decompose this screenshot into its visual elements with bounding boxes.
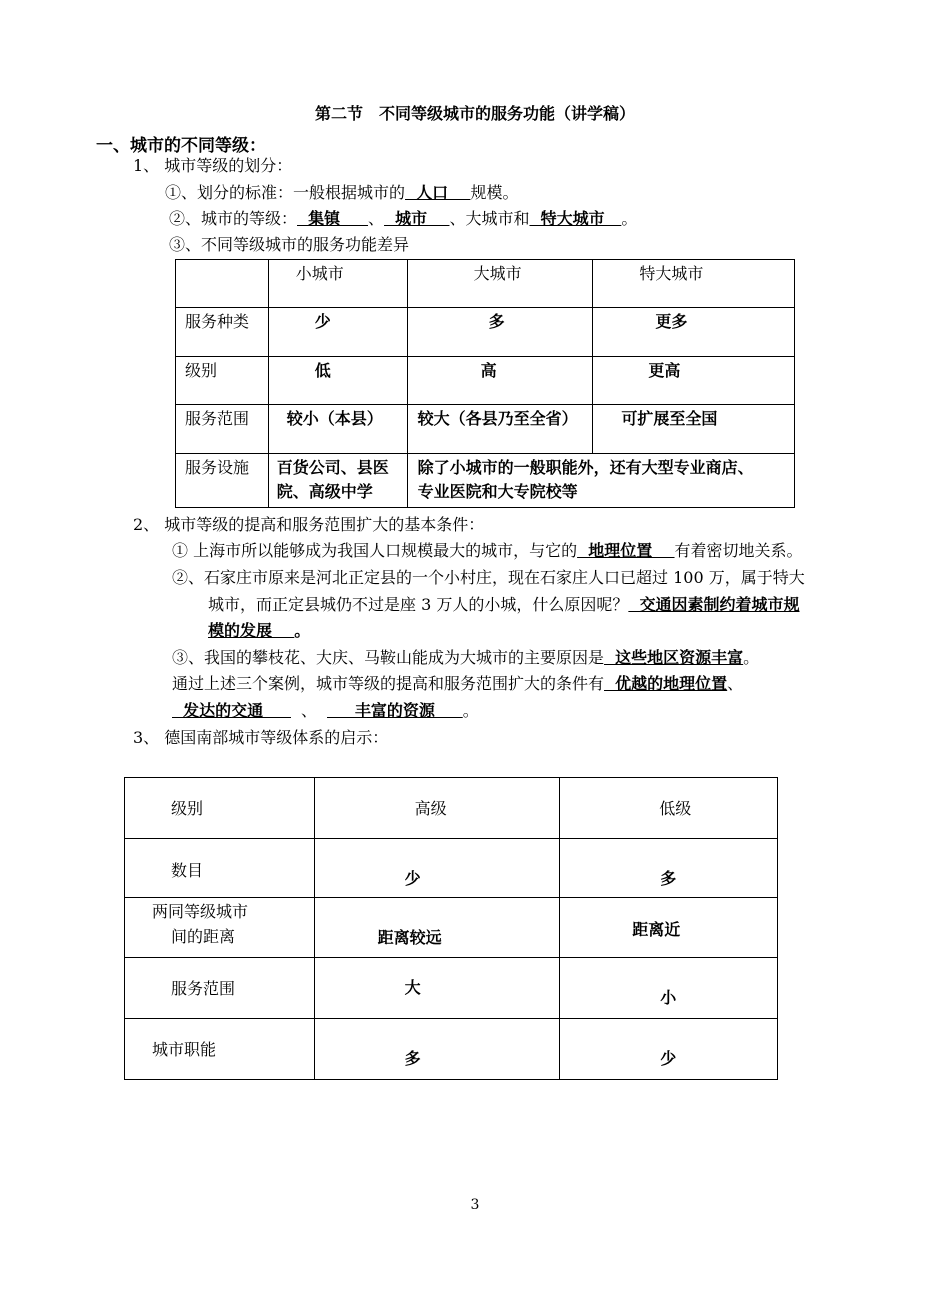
separator: 。 [462,701,479,720]
table-cell: 少 [314,839,560,898]
table-row [176,405,795,454]
subsection-1-label: 1、 城市等级的划分： [133,156,293,175]
separator: 、 [301,701,318,720]
table-header-row [176,260,795,308]
row-label: 两同等级城市 间的距离 [125,898,315,958]
separator: 、 [368,209,385,228]
case-shanghai [172,540,803,562]
table-header-cell: 高级 [314,778,560,839]
row-label: 服务种类 [176,308,269,357]
table-cell: 大 [314,958,560,1019]
table-header-cell: 低级 [560,778,778,839]
table-header-row [125,778,778,839]
city-service-table [175,259,795,508]
row-label: 数目 [125,839,315,898]
table-cell: 更多 [593,308,795,357]
table-cell: 少 [268,308,407,357]
answer-location: 地理位置 [577,541,675,560]
table-cell: 距离近 [560,898,778,958]
case-resources [172,647,759,669]
table-row [176,308,795,357]
table-row [125,839,778,898]
separator: 。 [294,621,311,640]
section-heading: 一、城市的不同等级： [96,136,266,156]
item-text: 有着密切地关系。 [674,541,803,560]
answer-developed-transport: 发达的交通 [172,701,291,720]
case-shijiazhuang-line1: ②、石家庄市原来是河北正定县的一个小村庄，现在石家庄人口已超过 100 万，属于特大 [172,568,805,587]
summary-line2 [172,700,479,722]
item-service-difference: ③、不同等级城市的服务功能差异 [169,235,410,254]
row-label: 城市职能 [125,1019,315,1080]
table-cell: 距离较远 [314,898,560,958]
item-text: 规模。 [470,183,519,202]
subsection-2-label: 2、 城市等级的提高和服务范围扩大的基本条件： [133,515,485,534]
table-cell: 少 [560,1019,778,1080]
item-division-standard [165,182,518,204]
row-label: 服务范围 [176,405,269,454]
answer-rich-resources: 丰富的资源 [327,701,463,720]
answer-transport: 交通因素制约着城市规 [628,595,800,614]
page-title: 第二节 不同等级城市的服务功能（讲学稿） [314,104,635,123]
item-text: 通过上述三个案例，城市等级的提高和服务范围扩大的条件有 [172,674,605,693]
subsection-3-label: 3、 德国南部城市等级体系的启示： [133,728,389,747]
table-header-cell: 小城市 [268,260,407,308]
table-row [125,1019,778,1080]
table-cell: 多 [314,1019,560,1080]
row-label: 服务设施 [176,454,269,508]
table-row [176,454,795,508]
table-header-cell [176,260,269,308]
table-cell: 高 [407,357,593,405]
separator: 。 [743,648,760,667]
answer-city: 城市 [384,209,450,228]
answer-population: 人口 [405,183,471,202]
separator: 、 [727,674,744,693]
germany-hierarchy-table [124,777,778,1080]
table-cell: 除了小城市的一般职能外，还有大型专业商店、 专业医院和大专院校等 [407,454,794,508]
table-cell: 百货公司、县医 院、高级中学 [268,454,407,508]
table-cell: 低 [268,357,407,405]
answer-town: 集镇 [297,209,369,228]
case-shijiazhuang-line2 [208,594,800,616]
table-cell: 较大（各县乃至全省） [407,405,593,454]
table-header-cell: 级别 [125,778,315,839]
item-text: ①、划分的标准：一般根据城市的 [165,183,406,202]
answer-transport-cont: 模的发展 [208,621,295,640]
row-label: 级别 [176,357,269,405]
table-row [125,958,778,1019]
item-text: ③、我国的攀枝花、大庆、马鞍山能成为大城市的主要原因是 [172,648,605,667]
item-city-levels [169,208,637,230]
item-text: ① 上海市所以能够成为我国人口规模最大的城市，与它的 [172,541,578,560]
table-cell: 可扩展至全国 [593,405,795,454]
row-label: 服务范围 [125,958,315,1019]
summary-line1 [172,673,743,695]
table-row [125,898,778,958]
answer-megacity: 特大城市 [529,209,622,228]
item-text: 、大城市和 [449,209,530,228]
answer-geo-location: 优越的地理位置 [604,674,728,693]
table-header-cell: 特大城市 [593,260,795,308]
table-cell: 多 [407,308,593,357]
table-header-cell: 大城市 [407,260,593,308]
table-cell: 多 [560,839,778,898]
answer-resources: 这些地区资源丰富 [604,648,744,667]
item-text: 城市，而正定县城仍不过是座 3 万人的小城，什么原因呢？ [208,595,629,614]
table-cell: 小 [560,958,778,1019]
case-shijiazhuang-line3 [208,620,310,642]
table-row [176,357,795,405]
table-cell: 更高 [593,357,795,405]
item-text: ②、城市的等级： [169,209,298,228]
separator: 。 [621,209,638,228]
page-number: 3 [470,1197,480,1213]
table-cell: 较小（本县） [268,405,407,454]
